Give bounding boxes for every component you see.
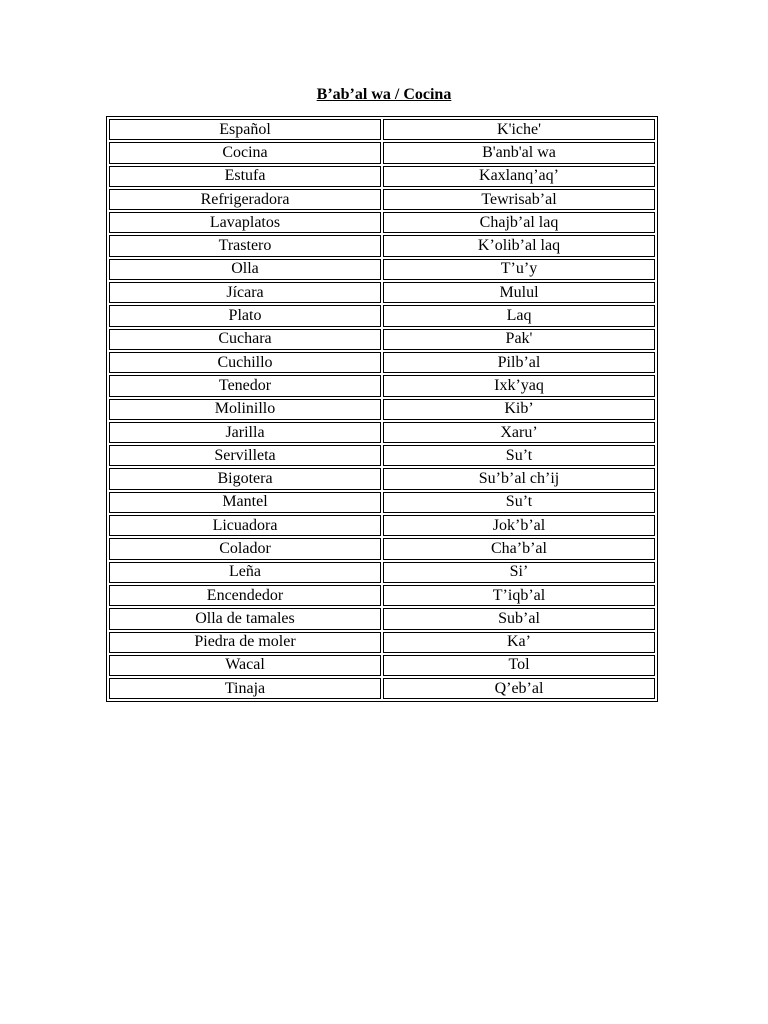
kiche-word-cell: Si’ <box>383 562 655 583</box>
kiche-word-cell: Pak' <box>383 329 655 350</box>
spanish-word-cell: Licuadora <box>109 515 381 536</box>
kiche-word-cell: Su’b’al ch’ij <box>383 468 655 489</box>
spanish-word-cell: Olla <box>109 259 381 280</box>
spanish-word-cell: Tenedor <box>109 375 381 396</box>
table-row <box>109 492 655 513</box>
spanish-word-cell: Estufa <box>109 166 381 187</box>
kiche-word-cell: Jok’b’al <box>383 515 655 536</box>
vocabulary-table <box>106 116 658 702</box>
spanish-word-cell: Mantel <box>109 492 381 513</box>
spanish-word-cell: Bigotera <box>109 468 381 489</box>
kiche-word-cell: B'anb'al wa <box>383 142 655 163</box>
table-row <box>109 585 655 606</box>
spanish-word-cell: Cuchillo <box>109 352 381 373</box>
vocabulary-table-body <box>109 119 655 699</box>
table-row <box>109 305 655 326</box>
spanish-word-cell: Cocina <box>109 142 381 163</box>
table-row <box>109 399 655 420</box>
table-row <box>109 608 655 629</box>
kiche-word-cell: Tewrisab’al <box>383 189 655 210</box>
table-header-row <box>109 119 655 140</box>
spanish-word-cell: Refrigeradora <box>109 189 381 210</box>
spanish-word-cell: Molinillo <box>109 399 381 420</box>
kiche-word-cell: Su’t <box>383 445 655 466</box>
kiche-word-cell: Xaru’ <box>383 422 655 443</box>
kiche-word-cell: T’u’y <box>383 259 655 280</box>
table-row <box>109 166 655 187</box>
kiche-word-cell: T’iqb’al <box>383 585 655 606</box>
table-row <box>109 282 655 303</box>
table-row <box>109 235 655 256</box>
spanish-word-cell: Servilleta <box>109 445 381 466</box>
table-row <box>109 422 655 443</box>
document-title: B’ab’al wa / Cocina <box>316 86 452 103</box>
kiche-word-cell: Mulul <box>383 282 655 303</box>
kiche-word-cell: Kib’ <box>383 399 655 420</box>
table-row <box>109 468 655 489</box>
kiche-word-cell: Chajb’al laq <box>383 212 655 233</box>
kiche-word-cell: Q’eb’al <box>383 678 655 699</box>
spanish-word-cell: Colador <box>109 538 381 559</box>
spanish-word-cell: Wacal <box>109 655 381 676</box>
table-row <box>109 142 655 163</box>
table-row <box>109 375 655 396</box>
spanish-word-cell: Lavaplatos <box>109 212 381 233</box>
table-row <box>109 632 655 653</box>
table-row <box>109 515 655 536</box>
table-row <box>109 445 655 466</box>
kiche-word-cell: Sub’al <box>383 608 655 629</box>
spanish-word-cell: Plato <box>109 305 381 326</box>
kiche-word-cell: Ka’ <box>383 632 655 653</box>
spanish-word-cell: Trastero <box>109 235 381 256</box>
table-row <box>109 212 655 233</box>
kiche-word-cell: Kaxlanq’aq’ <box>383 166 655 187</box>
kiche-word-cell: Pilb’al <box>383 352 655 373</box>
spanish-word-cell: Piedra de moler <box>109 632 381 653</box>
header-kiche: K'iche' <box>383 119 655 140</box>
table-row <box>109 329 655 350</box>
table-row <box>109 189 655 210</box>
kiche-word-cell: Laq <box>383 305 655 326</box>
table-row <box>109 259 655 280</box>
spanish-word-cell: Tinaja <box>109 678 381 699</box>
header-spanish: Español <box>109 119 381 140</box>
kiche-word-cell: Su’t <box>383 492 655 513</box>
table-row <box>109 678 655 699</box>
table-row <box>109 562 655 583</box>
spanish-word-cell: Jícara <box>109 282 381 303</box>
spanish-word-cell: Cuchara <box>109 329 381 350</box>
spanish-word-cell: Olla de tamales <box>109 608 381 629</box>
kiche-word-cell: K’olib’al laq <box>383 235 655 256</box>
spanish-word-cell: Jarilla <box>109 422 381 443</box>
spanish-word-cell: Leña <box>109 562 381 583</box>
table-row <box>109 352 655 373</box>
kiche-word-cell: Cha’b’al <box>383 538 655 559</box>
kiche-word-cell: Tol <box>383 655 655 676</box>
spanish-word-cell: Encendedor <box>109 585 381 606</box>
table-row <box>109 538 655 559</box>
table-row <box>109 655 655 676</box>
kiche-word-cell: Ixk’yaq <box>383 375 655 396</box>
